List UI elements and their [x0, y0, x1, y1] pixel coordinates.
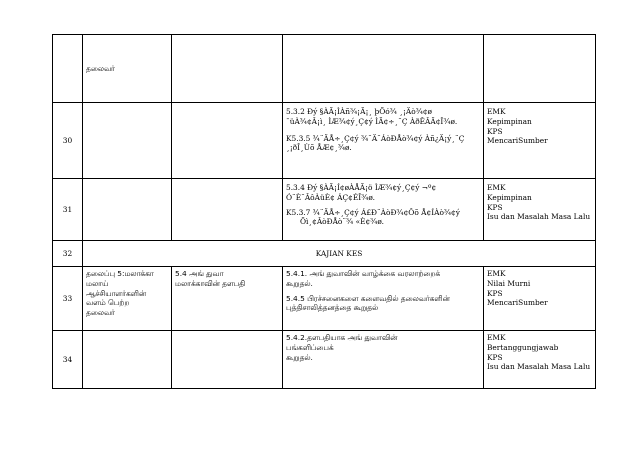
- cell-learning-standard: [283, 267, 484, 331]
- lesson-plan-table: [52, 34, 596, 389]
- table-row-header-continuation: [53, 35, 596, 103]
- cell-empty: [83, 179, 172, 241]
- cell-empty: [83, 331, 172, 389]
- skill-item: 5.3.2 Ðý §ÀÃ¡ÌÀñ¾¡Ã¡¸ þÕó¾ ¸¡Äò¾¢ø: [286, 107, 433, 116]
- cell-empty-element: [484, 35, 596, 103]
- skill-line: கூறுதல்.: [286, 352, 313, 362]
- cell-empty: [172, 331, 283, 389]
- cell-topic-title: [83, 35, 172, 103]
- topic-line: வளம் பெற்ற: [86, 298, 130, 308]
- cell-cross-curricular: [484, 267, 596, 331]
- row-number: 32: [53, 241, 83, 267]
- cell-topic: [83, 267, 172, 331]
- cell-empty-standard: [172, 35, 283, 103]
- skill-item-continued: ¯üÀ¾¢Â¡ì¸ ÌÆ¾¢ý¸Ç¢ý ÌÃ¢÷¸¨Ç ÀðÊÂÄ¢Î¾ø.: [286, 116, 458, 126]
- cell-cross-curricular: [484, 179, 596, 241]
- table-row-32: [53, 241, 596, 267]
- skill-item: 5.4.5 பிரச்சனைகளை களைவதில் தலைவர்களின்: [286, 293, 450, 303]
- element-value: Bertanggungjawab: [487, 342, 559, 352]
- cell-learning-standard: [283, 179, 484, 241]
- element-label: KPS: [487, 288, 503, 298]
- element-value: MencariSumber: [487, 298, 548, 308]
- element-value: MencariSumber: [487, 136, 548, 146]
- skill-item: 5.3.4 Ðý §ÀÃ¡Í¢øÀÅÃ¡ö ÌÆ¾¢ý¸Ç¢ý ¬º¢: [286, 183, 437, 192]
- skill-item-continued: Ó¨È¨ÂôÀüÈ¢ ÁÇ¢ÉÎ¾ø.: [286, 192, 376, 202]
- row-number: 34: [53, 331, 83, 389]
- skill-item-continued: ¸¡ðÎ¸Ùõ ÅÆ¢¸¾ø.: [286, 143, 352, 153]
- cell-empty: [172, 103, 283, 179]
- table-row-31: [53, 179, 596, 241]
- table-row-33: [53, 267, 596, 331]
- row-number: 31: [53, 179, 83, 241]
- standard-line: 5.4 அங் துவா: [175, 269, 224, 278]
- element-label: KPS: [487, 126, 503, 136]
- table-row-30: [53, 103, 596, 179]
- element-label: KPS: [487, 202, 503, 212]
- row-number: 30: [53, 103, 83, 179]
- standard-line: மலாக்காவின் தளபதி: [175, 278, 246, 288]
- topic-line: தலைவர்: [86, 308, 115, 318]
- topic-line: ஆச்சியாளர்களின்: [86, 288, 147, 298]
- skill-item: K5.3.7 ¾¨ÄÅ÷¸Ç¢ý Á£Ð¨ÀòÐ¾¢Ôõ Å¢ÍÀò¾¢ý: [286, 207, 460, 217]
- element-label: EMK: [487, 333, 506, 342]
- cell-empty-skill: [283, 35, 484, 103]
- element-value: Isu dan Masalah Masa Lalu: [487, 362, 591, 372]
- cell-empty-week: [53, 35, 83, 103]
- element-label: EMK: [487, 107, 506, 116]
- case-study-label: KAJIAN KES: [83, 241, 596, 267]
- element-label: EMK: [487, 183, 506, 192]
- element-value: Nilai Murni: [487, 278, 531, 288]
- skill-line: பங்களிப்பைக்: [286, 342, 334, 352]
- row-number: 33: [53, 267, 83, 331]
- element-value: Isu dan Masalah Masa Lalu: [487, 212, 591, 222]
- element-value: Kepimpinan: [487, 116, 532, 126]
- cell-content-standard: [172, 267, 283, 331]
- cell-learning-standard: [283, 103, 484, 179]
- element-label: KPS: [487, 352, 503, 362]
- element-value: Kepimpinan: [487, 192, 532, 202]
- cell-empty: [83, 103, 172, 179]
- topic-line: மலாய்: [86, 278, 109, 288]
- cell-cross-curricular: [484, 103, 596, 179]
- topic-title: தலைவர்: [86, 63, 115, 73]
- skill-item-continued: புத்திசாலித்தனத்தை கூறுதல்: [286, 303, 379, 313]
- table-row-34: [53, 331, 596, 389]
- skill-item-continued: கூறுதல்.: [286, 278, 313, 288]
- skill-item: 5.4.1. அங் துவாவின் வாழ்க்கை வரலாற்றைக்: [286, 269, 441, 278]
- skill-item: K5.3.5 ¾¨ÄÅ÷¸Ç¢ý ¾¨Ä¨ÁòÐÅò¾¢ý Àñ¿Ä¡ý¸¨Ç: [286, 133, 465, 143]
- cell-empty: [172, 179, 283, 241]
- skill-item-continued: Õì¸¢ÂòÐÅò¨¾ «È¢¾ø.: [300, 217, 385, 227]
- skill-line: 5.4.2.தளபதியாக அங் துவாவின்: [286, 333, 398, 342]
- element-label: EMK: [487, 269, 506, 278]
- topic-line: தலைப்பு 5:மலாக்கா: [86, 269, 154, 278]
- cell-learning-standard: [283, 331, 484, 389]
- cell-cross-curricular: [484, 331, 596, 389]
